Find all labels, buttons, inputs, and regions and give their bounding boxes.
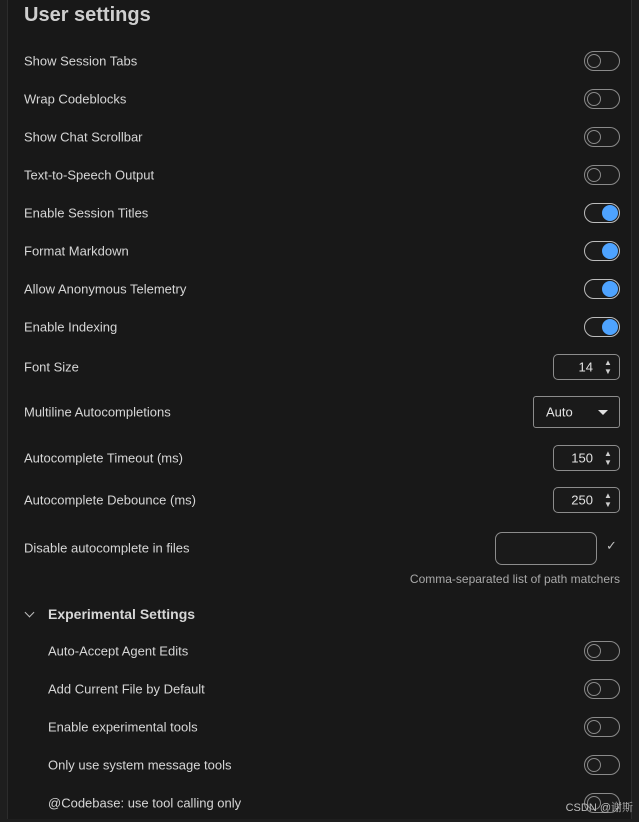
- setting-label: Allow Anonymous Telemetry: [24, 281, 187, 297]
- setting-text-to-speech: [0, 156, 639, 194]
- setting-label: Autocomplete Timeout (ms): [24, 450, 183, 466]
- caret-down-icon: [598, 410, 608, 415]
- toggle-knob: [587, 130, 601, 144]
- chevron-up-icon[interactable]: ▲: [604, 449, 612, 458]
- check-icon[interactable]: ✓: [606, 538, 617, 553]
- setting-label: Show Session Tabs: [24, 53, 138, 69]
- setting-label: Autocomplete Debounce (ms): [24, 492, 196, 508]
- timeout-value: 150: [571, 450, 593, 466]
- stepper-arrows: [603, 358, 613, 376]
- chevron-down-icon[interactable]: ▼: [604, 458, 612, 467]
- text-to-speech-toggle[interactable]: [584, 165, 620, 185]
- toggle-knob: [587, 644, 601, 658]
- setting-experimental-tools: [0, 708, 639, 746]
- add-current-file-toggle[interactable]: [584, 679, 620, 699]
- setting-auto-accept-agent-edits: [0, 632, 639, 670]
- chevron-up-icon[interactable]: ▲: [604, 491, 612, 500]
- setting-label: Format Markdown: [24, 243, 129, 259]
- toggle-knob: [587, 682, 601, 696]
- setting-show-session-tabs: [0, 42, 639, 80]
- setting-label: Show Chat Scrollbar: [24, 129, 143, 145]
- setting-label: Multiline Autocompletions: [24, 404, 171, 420]
- chevron-down-icon[interactable]: ▼: [604, 367, 612, 376]
- setting-label: Enable Session Titles: [24, 205, 149, 221]
- setting-label: Font Size: [24, 359, 79, 375]
- chevron-down-icon: [25, 608, 35, 618]
- setting-label: Text-to-Speech Output: [24, 167, 155, 183]
- setting-label: Wrap Codeblocks: [24, 91, 127, 107]
- section-title: Experimental Settings: [48, 606, 196, 622]
- setting-enable-session-titles: [0, 194, 639, 232]
- setting-enable-indexing: [0, 308, 639, 346]
- page-title: User settings: [24, 4, 151, 26]
- toggle-knob: [602, 319, 618, 335]
- toggle-knob: [587, 758, 601, 772]
- allow-telemetry-toggle[interactable]: [584, 279, 620, 299]
- setting-system-message-tools: [0, 746, 639, 784]
- path-matchers-hint: Comma-separated list of path matchers: [409, 572, 620, 586]
- setting-label: Enable Indexing: [24, 319, 118, 335]
- font-size-stepper[interactable]: [553, 354, 620, 380]
- experimental-tools-toggle[interactable]: [584, 717, 620, 737]
- debounce-value: 250: [571, 492, 593, 508]
- setting-add-current-file: [0, 670, 639, 708]
- toggle-knob: [602, 205, 618, 221]
- setting-autocomplete-timeout: [0, 439, 639, 477]
- setting-codebase-tool-calling: [0, 784, 639, 822]
- chevron-up-icon[interactable]: ▲: [604, 358, 612, 367]
- setting-font-size: [0, 348, 639, 386]
- format-markdown-toggle[interactable]: [584, 241, 620, 261]
- stepper-arrows: [603, 449, 613, 467]
- system-message-tools-toggle[interactable]: [584, 755, 620, 775]
- font-size-value: 14: [578, 359, 593, 375]
- autocomplete-timeout-stepper[interactable]: [553, 445, 620, 471]
- setting-label: Only use system message tools: [48, 757, 232, 773]
- setting-autocomplete-debounce: [0, 481, 639, 519]
- setting-show-chat-scrollbar: [0, 118, 639, 156]
- multiline-autocompletions-select[interactable]: [533, 396, 620, 428]
- enable-session-titles-toggle[interactable]: [584, 203, 620, 223]
- toggle-knob: [602, 281, 618, 297]
- show-session-tabs-toggle[interactable]: [584, 51, 620, 71]
- watermark: CSDN @谢斯: [565, 802, 633, 814]
- setting-label: Auto-Accept Agent Edits: [48, 643, 189, 659]
- setting-label: Add Current File by Default: [48, 681, 205, 697]
- toggle-knob: [587, 720, 601, 734]
- setting-wrap-codeblocks: [0, 80, 639, 118]
- autocomplete-debounce-stepper[interactable]: [553, 487, 620, 513]
- stepper-arrows: [603, 491, 613, 509]
- experimental-settings-header[interactable]: [0, 600, 639, 628]
- toggle-knob: [602, 243, 618, 259]
- setting-allow-telemetry: [0, 270, 639, 308]
- enable-indexing-toggle[interactable]: [584, 317, 620, 337]
- toggle-knob: [587, 168, 601, 182]
- setting-label: Enable experimental tools: [48, 719, 198, 735]
- toggle-knob: [587, 54, 601, 68]
- toggle-knob: [587, 92, 601, 106]
- chevron-down-icon[interactable]: ▼: [604, 500, 612, 509]
- setting-format-markdown: [0, 232, 639, 270]
- wrap-codeblocks-toggle[interactable]: [584, 89, 620, 109]
- disable-autocomplete-files-input[interactable]: [495, 532, 597, 565]
- show-chat-scrollbar-toggle[interactable]: [584, 127, 620, 147]
- setting-label: Disable autocomplete in files: [24, 540, 190, 556]
- setting-label: @Codebase: use tool calling only: [48, 795, 242, 811]
- auto-accept-agent-edits-toggle[interactable]: [584, 641, 620, 661]
- setting-multiline-autocompletions: [0, 393, 639, 431]
- select-value: Auto: [546, 404, 573, 420]
